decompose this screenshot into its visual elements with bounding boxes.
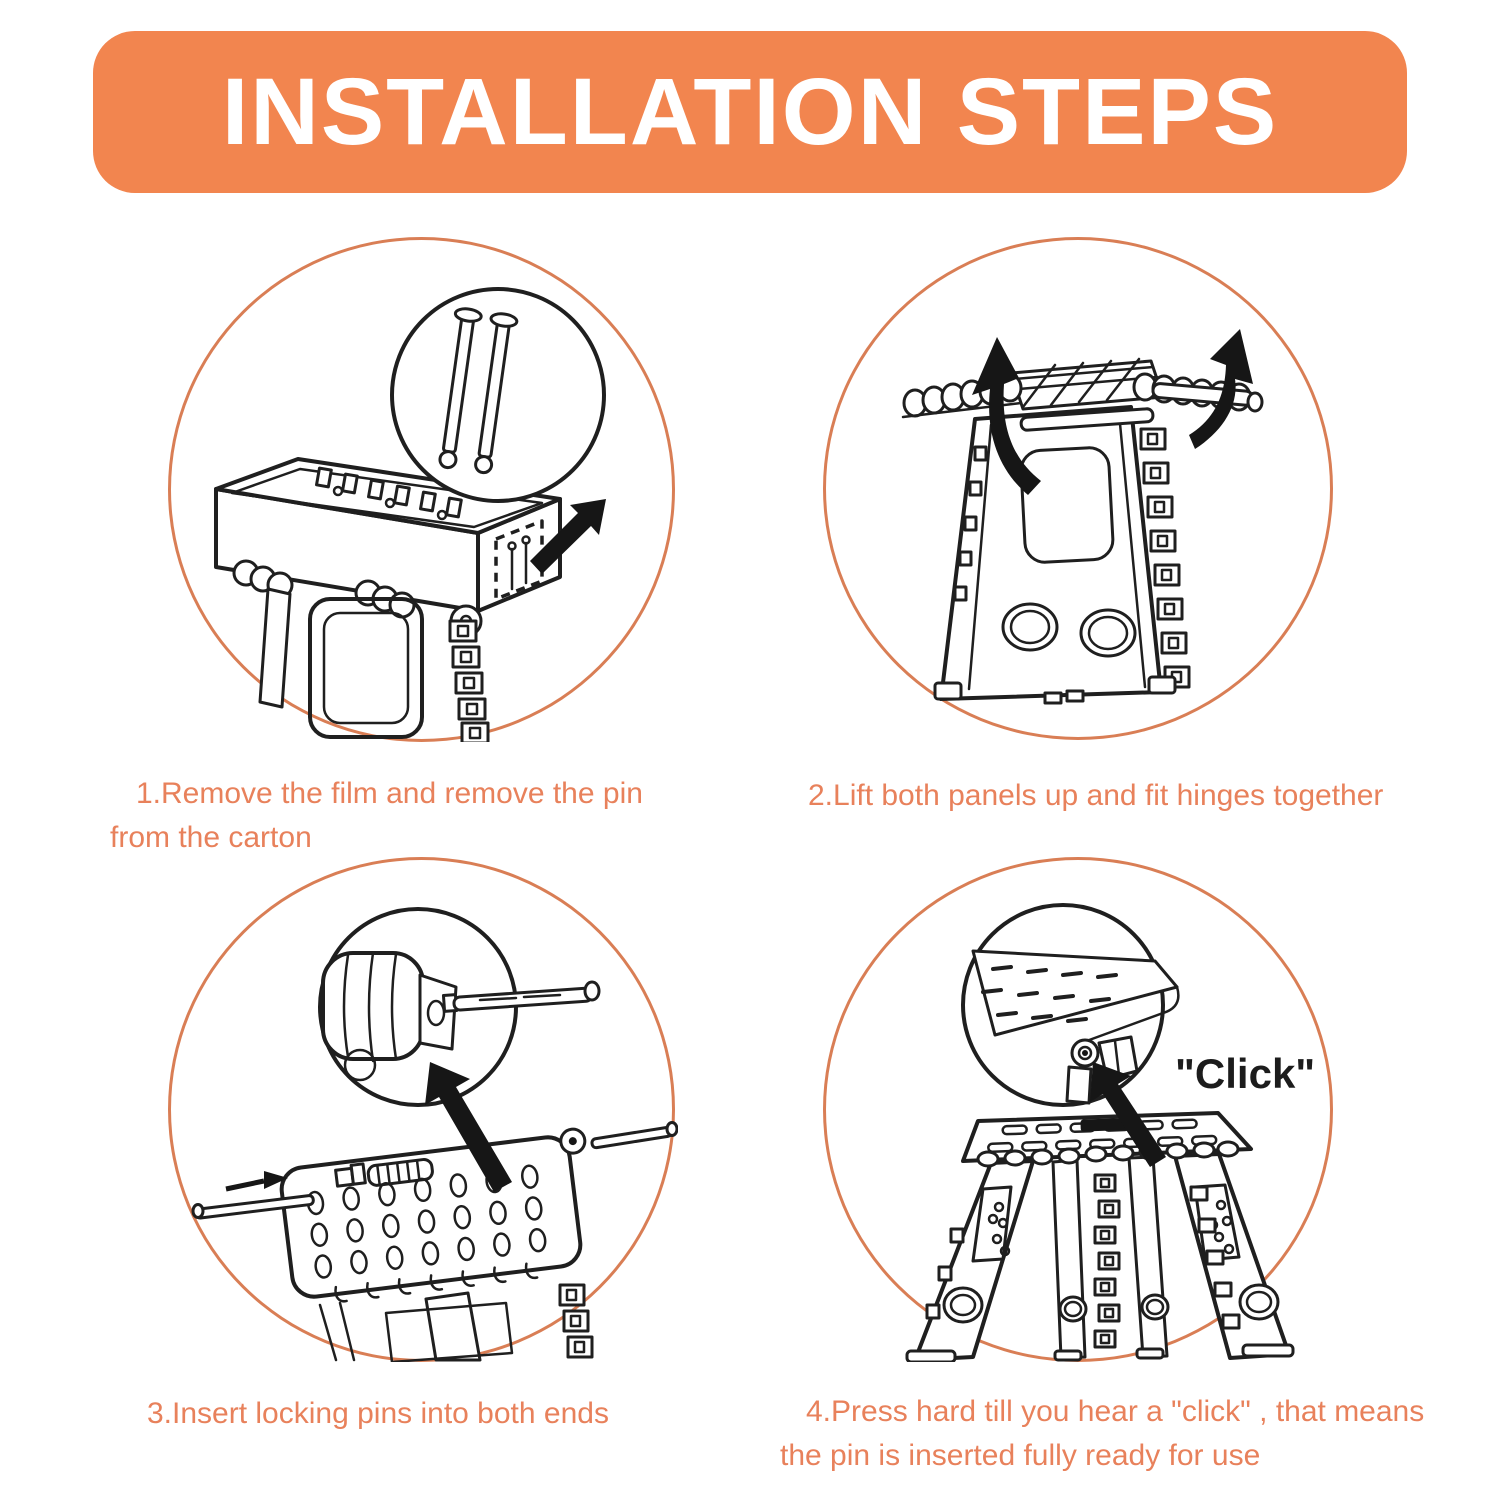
locking-pin-right xyxy=(591,1123,677,1149)
step-2-illustration xyxy=(823,237,1336,740)
caption-line: 3.Insert locking pins into both ends xyxy=(147,1397,609,1430)
seat-corner-detail-circle xyxy=(963,905,1178,1105)
step-1-circle xyxy=(168,237,675,742)
step-2-caption xyxy=(782,774,1383,818)
pins-detail-circle xyxy=(392,289,604,501)
header-banner xyxy=(93,31,1407,193)
caption-line: 2.Lift both panels up and fit hinges together xyxy=(808,779,1384,812)
step-1-illustration xyxy=(168,237,678,742)
step-2-circle xyxy=(823,237,1333,740)
step-3-illustration xyxy=(168,857,678,1362)
step-4-caption xyxy=(780,1390,1424,1478)
assembled-stool-drawing xyxy=(907,1113,1293,1362)
caption-line: 4.Press hard till you hear a "click" , that means xyxy=(806,1395,1425,1428)
caption-line: 1.Remove the film and remove the pin xyxy=(136,777,643,810)
step-3-circle xyxy=(168,857,675,1362)
folded-stool-drawing xyxy=(903,359,1262,703)
caption-line: the pin is inserted fully ready for use xyxy=(780,1439,1261,1472)
click-label: "Click" xyxy=(1175,1050,1316,1097)
step-1-caption xyxy=(110,772,643,860)
lower-panel-drawing xyxy=(320,1285,592,1362)
step-4-circle xyxy=(823,857,1333,1362)
page-title: INSTALLATION STEPS xyxy=(221,58,1279,165)
step-3-caption xyxy=(121,1392,609,1436)
step-4-illustration xyxy=(823,857,1336,1362)
rear-panel-drawing xyxy=(279,1128,601,1307)
insert-direction-arrow-icon xyxy=(226,1171,288,1189)
caption-line: from the carton xyxy=(110,821,312,854)
